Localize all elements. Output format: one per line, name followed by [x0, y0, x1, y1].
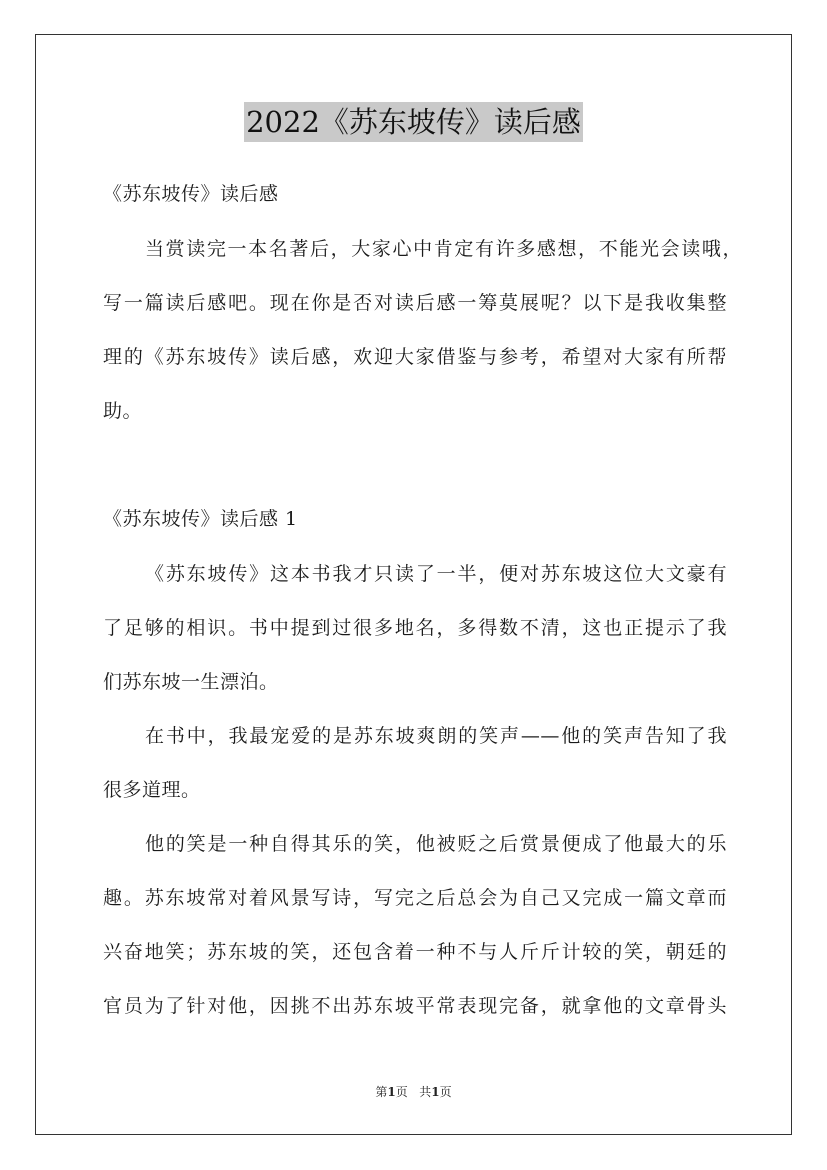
intro-line: 助。 — [103, 400, 143, 422]
paragraph-line: 《苏东坡传》这本书我才只读了一半，便对苏东坡这位大文豪有 — [145, 563, 727, 585]
paragraph-line: 官员为了针对他，因挑不出苏东坡平常表现完备，就拿他的文章骨头 — [103, 995, 727, 1017]
footer-total-number: 1 — [431, 1085, 440, 1099]
paragraph-line: 很多道理。 — [103, 779, 201, 801]
section-heading: 《苏东坡传》读后感 1 — [103, 508, 298, 530]
footer-page-prefix: 第 — [375, 1085, 388, 1099]
paragraph-line: 们苏东坡一生漂泊。 — [103, 671, 279, 693]
paragraph-line: 他的笑是一种自得其乐的笑，他被贬之后赏景便成了他最大的乐 — [145, 833, 727, 855]
footer-page-number: 1 — [387, 1085, 396, 1099]
intro-line: 理的《苏东坡传》读后感，欢迎大家借鉴与参考，希望对大家有所帮 — [103, 346, 727, 368]
footer-total-suffix: 页 — [439, 1085, 452, 1099]
paragraph-line: 了足够的相识。书中提到过很多地名，多得数不清，这也正提示了我 — [103, 617, 727, 639]
paragraph-line: 趣。苏东坡常对着风景写诗，写完之后总会为自己又完成一篇文章而 — [103, 887, 727, 909]
paragraph-line: 兴奋地笑；苏东坡的笑，还包含着一种不与人斤斤计较的笑，朝廷的 — [103, 941, 727, 963]
footer-page-suffix: 页 — [395, 1085, 408, 1099]
title-container — [0, 102, 827, 142]
paragraph-line: 在书中，我最宠爱的是苏东坡爽朗的笑声——他的笑声告知了我 — [145, 725, 727, 747]
subtitle: 《苏东坡传》读后感 — [103, 183, 279, 205]
intro-line: 当赏读完一本名著后，大家心中肯定有许多感想，不能光会读哦， — [145, 238, 742, 260]
page-footer — [0, 1084, 827, 1100]
document-title: 2022《苏东坡传》读后感 — [244, 102, 583, 142]
footer-total-prefix: 共 — [419, 1085, 432, 1099]
intro-line: 写一篇读后感吧。现在你是否对读后感一筹莫展呢？以下是我收集整 — [103, 292, 727, 314]
